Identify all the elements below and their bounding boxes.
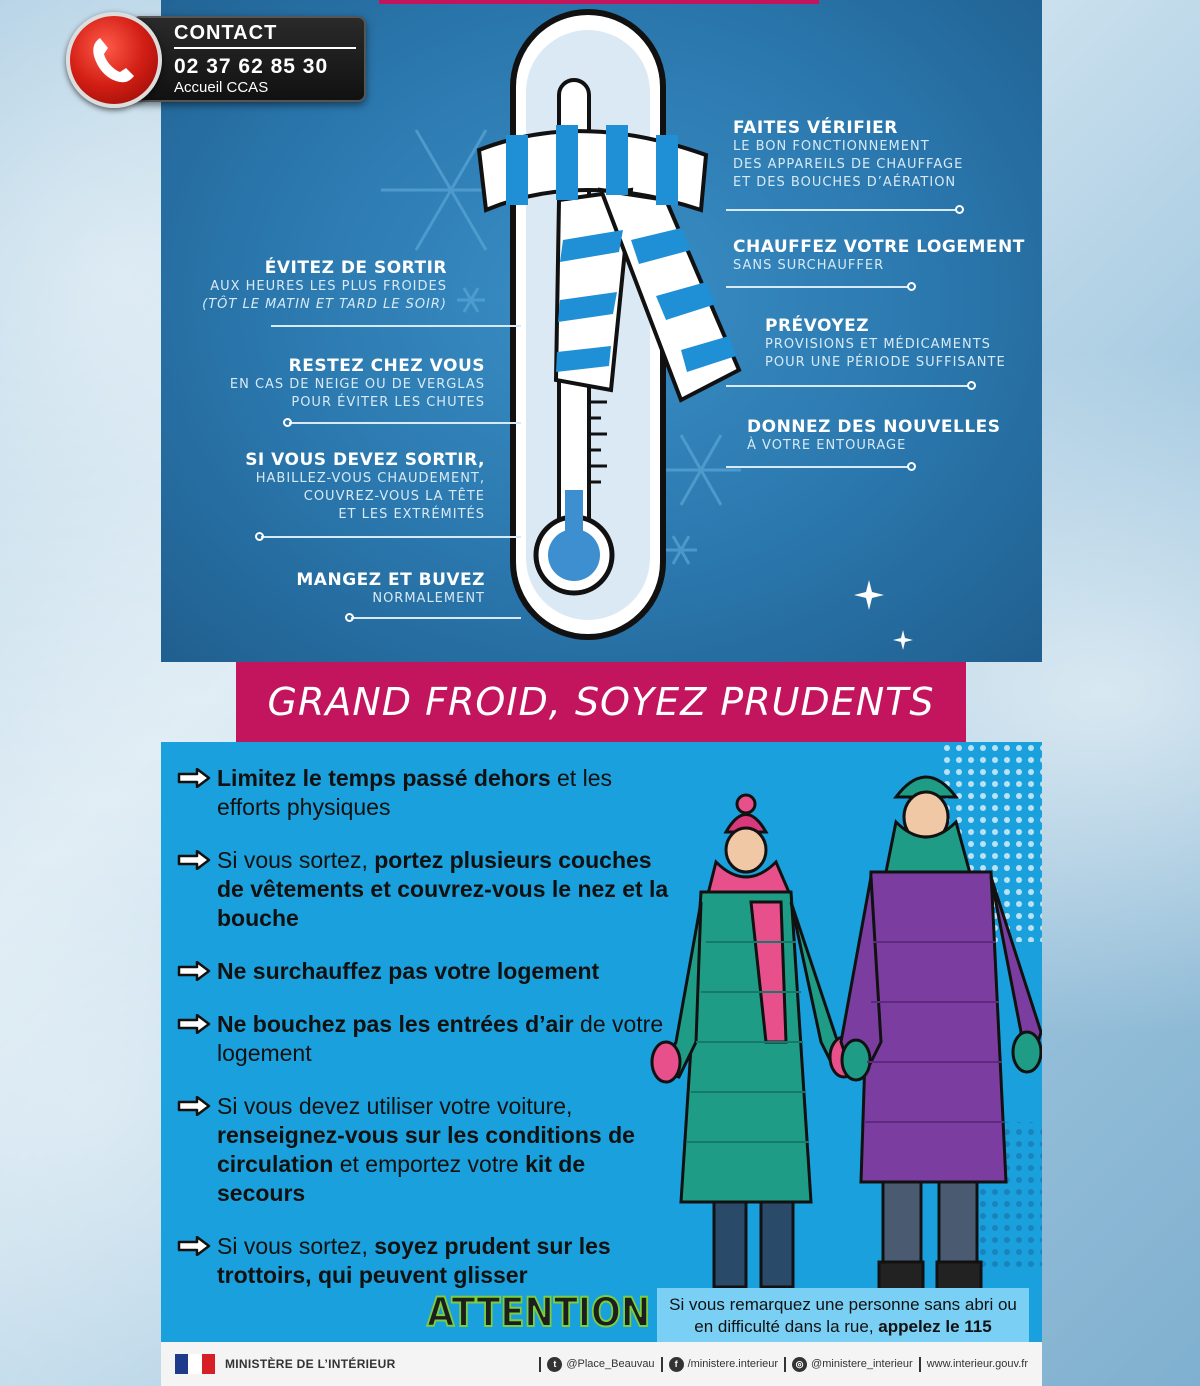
arrow-right-icon [177, 961, 211, 981]
tip-detail: POUR ÉVITER LES CHUTES [291, 395, 485, 410]
tip-detail: (TÔT LE MATIN ET TARD LE SOIR) [202, 297, 447, 312]
tip-eat-drink [296, 570, 485, 608]
title-banner [236, 662, 966, 742]
banner-title: GRAND FROID, SOYEZ PRUDENTS [267, 680, 935, 724]
tip-detail: HABILLEZ-VOUS CHAUDEMENT, [255, 471, 485, 486]
tip-heading: PRÉVOYEZ [765, 316, 870, 336]
arrow-right-icon [177, 1096, 211, 1116]
connector-line [289, 422, 521, 424]
rule-text-bold: Ne bouchez pas les entrées d’air [217, 1011, 574, 1037]
tip-heading: SI VOUS DEVEZ SORTIR, [245, 450, 485, 470]
social-link-label: www.interieur.gouv.fr [926, 1358, 1028, 1370]
connector-line [726, 466, 908, 468]
tip-detail: ET LES EXTRÉMITÉS [338, 507, 485, 522]
tip-detail: AUX HEURES LES PLUS FROIDES [210, 279, 447, 294]
facebook-icon: f [669, 1357, 684, 1372]
connector-line [271, 325, 521, 327]
contact-label: Accueil CCAS [174, 79, 269, 96]
tip-detail: À VOTRE ENTOURAGE [747, 438, 907, 453]
tip-detail: LE BON FONCTIONNEMENT [733, 139, 930, 154]
tip-heat-home [733, 237, 1025, 275]
social-link-label: /ministere.interieur [687, 1358, 779, 1370]
social-links [533, 1357, 1028, 1372]
arrow-right-icon [177, 1236, 211, 1256]
connector-dot [955, 205, 964, 214]
rule-text: et emportez votre [333, 1151, 526, 1177]
safety-rule [177, 846, 677, 933]
connector-dot [345, 613, 354, 622]
rule-text-bold: Ne surchauffez pas votre logement [217, 958, 600, 984]
rule-text-bold: Limitez le temps passé dehors [217, 765, 551, 791]
bottom-poster [161, 742, 1042, 1386]
safety-rule [177, 764, 677, 822]
connector-line [351, 617, 521, 619]
rule-text: et les efforts physiques [217, 765, 612, 820]
notice-text: Si vous remarquez une personne sans abri ou en difficulté dans la rue, [669, 1295, 1017, 1336]
connector-dot [907, 282, 916, 291]
tip-detail: EN CAS DE NEIGE OU DE VERGLAS [229, 377, 485, 392]
tip-stay-home [230, 356, 485, 412]
footer [161, 1342, 1042, 1386]
social-link-label: @ministere_interieur [811, 1358, 913, 1370]
connector-line [726, 209, 956, 211]
notice-bold: appelez le 115 [878, 1317, 992, 1336]
attention-label: ATTENTION [427, 1290, 651, 1336]
connector-line [261, 536, 521, 538]
connector-dot [255, 532, 264, 541]
social-link[interactable] [784, 1357, 913, 1372]
contact-phone-number[interactable]: 02 37 62 85 30 [174, 55, 329, 78]
rule-text-bold: portez plusieurs couches de vêtements et couvrez-vous le nez et la bouche [217, 847, 669, 931]
arrow-right-icon [177, 1014, 211, 1034]
safety-rule [177, 1232, 677, 1290]
homeless-notice [657, 1288, 1029, 1344]
rule-text: de votre logement [217, 1011, 664, 1066]
safety-rules-list [177, 764, 677, 1314]
tip-detail: COUVREZ-VOUS LA TÊTE [303, 489, 485, 504]
tip-detail: DES APPAREILS DE CHAUFFAGE [733, 157, 964, 172]
safety-rule [177, 1010, 677, 1068]
rule-text-bold: soyez prudent sur les trottoirs, qui peuvent glisser [217, 1233, 611, 1288]
tip-give-news [747, 417, 1001, 455]
arrow-right-icon [177, 850, 211, 870]
tip-detail: PROVISIONS ET MÉDICAMENTS [765, 337, 991, 352]
social-link[interactable] [661, 1357, 778, 1372]
connector-dot [907, 462, 916, 471]
tip-check-heating [733, 118, 963, 192]
tip-dress-warmly [245, 450, 485, 524]
rule-text: Si vous sortez, [217, 1233, 375, 1259]
tip-heading: CHAUFFEZ VOTRE LOGEMENT [733, 237, 1025, 257]
tip-plan-supplies [765, 316, 1006, 372]
tip-avoid-going-out [202, 258, 447, 314]
connector-line [726, 286, 908, 288]
rule-text-bold: kit de secours [217, 1151, 586, 1206]
ministry-name: MINISTÈRE DE L’INTÉRIEUR [225, 1357, 396, 1371]
tip-detail: POUR UNE PÉRIODE SUFFISANTE [765, 355, 1006, 370]
republique-francaise-logo [175, 1354, 215, 1374]
arrow-right-icon [177, 768, 211, 788]
instagram-icon: ◎ [792, 1357, 807, 1372]
contact-badge[interactable] [66, 12, 366, 108]
tip-detail: ET DES BOUCHES D’AÉRATION [733, 175, 957, 190]
twitter-icon: t [547, 1357, 562, 1372]
contact-title: CONTACT [174, 22, 356, 49]
connector-dot [967, 381, 976, 390]
social-link[interactable] [919, 1357, 1028, 1372]
rule-text-bold: renseignez-vous sur les conditions de circulation [217, 1122, 635, 1177]
tip-heading: MANGEZ ET BUVEZ [296, 570, 485, 590]
tip-heading: RESTEZ CHEZ VOUS [288, 356, 485, 376]
social-link[interactable] [539, 1357, 654, 1372]
rule-text: Si vous sortez, [217, 847, 375, 873]
tip-detail: NORMALEMENT [372, 591, 485, 606]
phone-icon [66, 12, 162, 108]
connector-line [726, 385, 968, 387]
social-link-label: @Place_Beauvau [566, 1358, 655, 1370]
tip-heading: FAITES VÉRIFIER [733, 118, 898, 138]
safety-rule [177, 957, 677, 986]
safety-rule [177, 1092, 677, 1208]
connector-dot [283, 418, 292, 427]
tip-detail: SANS SURCHAUFFER [733, 258, 885, 273]
tip-heading: DONNEZ DES NOUVELLES [747, 417, 1001, 437]
tip-heading: ÉVITEZ DE SORTIR [264, 258, 447, 278]
rule-text: Si vous devez utiliser votre voiture, [217, 1093, 573, 1119]
